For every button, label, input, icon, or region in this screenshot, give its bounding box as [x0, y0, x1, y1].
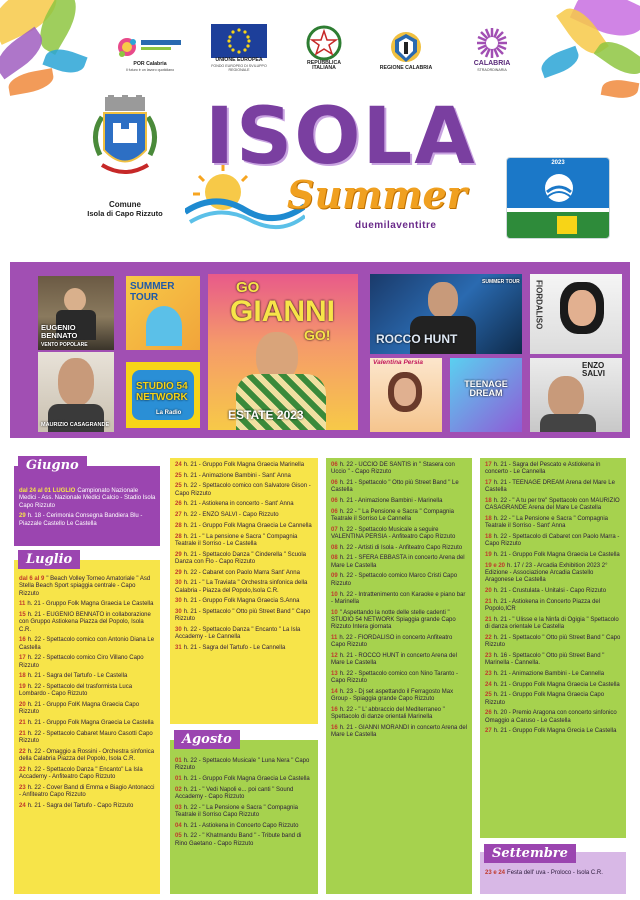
photo-gianni-morandi: GO GIANNI GO! ESTATE 2023 — [208, 274, 358, 430]
agosto-end-box — [480, 458, 626, 838]
event-item: 21 h. 22 - Spettacolo Cabaret Mauro Casotti Capo Rizzuto — [19, 730, 153, 745]
event-item: 14 h. 23 - Dj set aspettando il Ferragosto Max Group - Spiaggia grande Capo Rizzuto — [331, 688, 454, 703]
event-item: 19 e 20 h. 17 / 23 - Arcadia Exhibition 2023 2° Edizione - Associazione Arcadia Castello Aragonese Le Castella — [485, 562, 608, 584]
por-calabria-icon — [115, 32, 185, 62]
event-item: 10 h. 22 - Intrattenimento con Karaoke e piano bar - Marinella — [331, 591, 466, 605]
photo-eugenio-bennato: EUGENIO BENNATO VENTO POPOLARE — [38, 276, 114, 350]
event-item: 26 h. 21 - Astiokena in concerto - Sant' Anna — [175, 501, 294, 508]
event-item: 27 h. 22 - ENZO SALVI - Capo Rizzuto — [175, 512, 279, 519]
event-item: 20 h. 21 - Gruppo FolK Magna Graecia Capo Rizzuto — [19, 702, 140, 716]
event-item: 30 h. 22 - Spettacolo Danza " Encanto " La Isla Accademy - Le Cannella — [175, 627, 301, 641]
photo-maurizio-casagrande: MAURIZIO CASAGRANDE — [38, 352, 114, 432]
event-item: 24 h. 21 - Gruppo Folk Magna Graecia Le Castella — [485, 681, 620, 688]
event-item: 21 h. 21 - Gruppo Folk Magna Graecia Le Castella — [19, 720, 154, 727]
event-item: 06 h. 22 - " La Pensione e Sacra " Compagnia Teatrale il Sorriso Le Cannella — [331, 508, 455, 523]
event-item: 17 h. 21 - TEENAGE DREAM Arena del Mare Le Castella — [485, 480, 615, 494]
event-item: 29 h. 22 - Cabaret con Paolo Marra Sant' Anna — [175, 569, 300, 576]
blue-flag-award — [506, 157, 610, 239]
regione-shield-icon — [389, 30, 423, 66]
event-item: 06 h. 22 - UCCIO DE SANTIS in " Stasera con Uccio " - Capo Rizzuto — [331, 462, 455, 476]
event-item: 17 h. 21 - Sagra del Pescato e Astiokena in concerto - Le Cannella — [485, 462, 601, 476]
event-item: 18 h. 22 - Spettacolo di Cabaret con Paolo Marra - Capo Rizzuto — [485, 534, 620, 548]
event-item: dal 6 al 9 " Beach Volley Torneo Amatoriale " Asd Stella Beach Sport spiaggia centrale - Capo Rizzuto — [19, 576, 151, 597]
comune-label: Comune — [109, 200, 141, 209]
event-item: 23 h. 16 - Spettacolo " Otto più Street Band " Marinella - Cannella. — [485, 652, 605, 667]
event-item: 30 h. 21 - " La Traviata " Orchestra sinfonica della Calabria - Piazza del Popolo,Isola C.R. — [175, 580, 308, 594]
photo-enzo-salvi: ENZO SALVI — [530, 358, 622, 432]
title-summer: Summer — [287, 172, 467, 217]
emblem-icon — [306, 25, 342, 61]
event-item: 11 h. 21 - Gruppo Folk Magna Graecia Le Castella — [19, 601, 154, 608]
event-item: 18 h. 21 - Sagra del Tartufo - Le Castella — [19, 673, 128, 680]
event-item: 30 h. 21 - Gruppo Folk Magna Graecia S.Anna — [175, 598, 300, 605]
event-item: 31 h. 21 - Sagra del Tartufo - Le Cannella — [175, 645, 286, 652]
event-item: 23 e 24 Festa dell' uva - Proloco - Isola C.R. — [485, 870, 603, 876]
event-item: 24 h. 21 - Gruppo Folk Magna Graecia Marinella — [175, 462, 305, 468]
por-calabria-logo: POR Calabria Il futuro è un lavoro quotidiano — [115, 14, 185, 72]
event-item: 16 h. 22 - " L' abbraccio del Mediterraneo " Spettacolo di danze orientali Marinella — [331, 706, 445, 721]
event-item: 25 h. 21 - Gruppo Folk Magna Graecia Capo Rizzuto — [485, 692, 605, 706]
blue-flag-icon — [543, 172, 575, 204]
event-item: 18 h. 22 - " A tu per tre" Spettacolo con MAURIZIO CASAGRANDE Arena del Mare Le Castella — [485, 498, 620, 512]
title-isola: ISOLA — [205, 92, 477, 182]
event-item: 27 h. 21 - Gruppo Folk Magna Grecia Le Castella — [485, 728, 617, 735]
photo-valentina-persia: Valentina Persia — [370, 358, 442, 432]
event-item: 25 h. 21 - Animazione Bambini - Sant' Anna — [175, 472, 291, 479]
partner-logos — [115, 14, 535, 72]
comune-name: Isola di Capo Rizzuto — [87, 209, 163, 218]
event-item: 28 h. 21 - Gruppo Folk Magna Graecia Le Cannella — [175, 522, 312, 529]
blue-flag-year: 2023 — [551, 160, 565, 166]
event-item: 16 h. 22 - Spettacolo comico con Antonio Diana Le Castella — [19, 637, 155, 651]
event-item: 10 " Aspettando la notte delle stelle cadenti " STUDIO 54 NETWORK Spiaggia grande Capo Rizzuto Intera giornata — [331, 609, 456, 631]
repubblica-italiana-logo: REPUBBLICA ITALIANA — [295, 14, 353, 72]
agosto-box — [170, 740, 318, 894]
luglio-box — [14, 560, 160, 894]
comune-crest — [70, 95, 180, 218]
event-title — [185, 92, 477, 232]
event-item: 19 h. 21 - Gruppo Folk Magna Graecia Le Castella — [485, 552, 620, 559]
event-item: 04 h. 21 - Astiokena in Concerto Capo Rizzuto — [175, 822, 299, 829]
event-item: 23 h. 22 - Cover Band di Emma e Biagio Antonacci - Anfiteatro Capo Rizzuto — [19, 784, 155, 799]
month-settembre: Settembre — [484, 844, 576, 863]
photo-summer-tour: SUMMER TOUR — [126, 276, 200, 350]
event-item: 23 h. 21 - Animazione Bambini - Le Cannella — [485, 670, 605, 677]
unione-europea-logo: UNIONE EUROPEA FONDO EUROPEO DI SVILUPPO REGIONALE — [207, 14, 271, 72]
event-item: 15 h. 21 - EUGENIO BENNATO in collaborazione con Gruppo Astiokena Piazza del Popolo, Isola C.R. — [19, 612, 151, 633]
event-item: 06 h. 21 - Spettacolo " Otto più Street Band " Le Castella — [331, 480, 459, 494]
event-item: 21 h. 21 - Astiokena in Concerto Piazza del Popolo,ICR — [485, 598, 601, 613]
event-item: 21 h. 21 - " Ulisse e la Ninfa di Ogigia " Spettacolo di danza orientale Le Castella — [485, 616, 619, 631]
event-item: 05 h. 22 - " Khatmandu Band " - Tribute band di Rino Gaetano - Capo Rizzuto — [175, 833, 302, 847]
photo-rocco-hunt: ROCCO HUNT SUMMER TOUR — [370, 274, 522, 354]
event-item: 20 h. 21 - Crustulata - Unitalsi - Capo Rizzuto — [485, 588, 607, 595]
photo-teenage-dream: TEENAGE DREAM — [450, 358, 522, 432]
event-item: 19 h. 22 - Spettacolo del trasformista Luca Lombardo - Capo Rizzuto — [19, 684, 133, 698]
green-flag-icon — [557, 216, 577, 234]
event-item: 22 h. 22 - Omaggio a Rossini - Orchestra sinfonica della Calabria Piazza del Popolo, Isola C.R. — [19, 748, 155, 763]
agosto-continued-box — [326, 458, 472, 894]
event-item: 22 h. 22 - Spettacolo Danza " Encanto" La Isla Accademy - Anfiteatro Capo Rizzuto — [19, 766, 143, 781]
event-item: 18 h. 22 - " La Pensione e Sacra " Compagnia Teatrale il Sorriso - Sant' Anna — [485, 516, 609, 530]
event-item: 30 h. 21 - Spettacolo " Otto più Street Band " Capo Rizzuto — [175, 608, 311, 623]
regione-calabria-logo: REGIONE CALABRIA — [377, 14, 435, 72]
event-item: 03 h. 22 - " La Pensione e Sacra " Compagnia Teatrale il Sorriso Capo Rizzuto — [175, 804, 299, 819]
event-item: 06 h. 21 - Animazione Bambini - Marinella — [331, 498, 443, 505]
event-item: dal 24 al 01 LUGLIO Campionato Nazionale Medici - Ass. Nazionale Medici Calcio - Stadio Isola Capo Rizzuto — [19, 488, 156, 509]
event-item: 12 h. 21 - ROCCO HUNT in concerto Arena del Mare Le Castella — [331, 652, 457, 667]
event-item: 22 h. 21 - Spettacolo " Otto più Street Band " Capo Rizzuto — [485, 634, 621, 649]
artist-photo-band — [10, 262, 630, 438]
event-item: 01 h. 21 - Gruppo Folk Magna Graecia Le Castella — [175, 776, 310, 783]
event-item: 11 h. 22 - FIORDALISO in concerto Anfiteatro Capo Rizzuto — [331, 634, 453, 649]
calabria-straordinaria-logo: CALABRIA STRAORDINARIA — [457, 14, 527, 72]
event-item: 09 h. 22 - Spettacolo comico Marco Cristi Capo Rizzuto — [331, 573, 458, 587]
event-item: 16 h. 21 - GIANNI MORANDI in concerto Arena del Mare Le Castella — [331, 724, 468, 739]
event-item: 13 h. 22 - Spettacolo comico con Nino Taranto - Capo Rizzuto — [331, 670, 458, 685]
title-year: duemilaventitre — [355, 220, 437, 231]
event-item: 29 h. 18 - Cerimonia Consegna Bandiera Blu - Piazzale Castello Le Castella — [19, 513, 143, 527]
photo-fiordaliso: FIORDALISO — [530, 274, 622, 354]
event-item: 17 h. 22 - Spettacolo comico Ciro Villano Capo Rizzuto — [19, 655, 144, 669]
event-item: 29 h. 21 - Spettacolo Danza " Cinderella " Scuola Danza con Flo - Capo Rizzuto — [175, 551, 307, 565]
photo-studio54-network: STUDIO 54 NETWORK La Radio — [126, 362, 200, 428]
event-item: 08 h. 21 - SFERA EBBASTA in concerto Arena del Mare Le Castella — [331, 555, 465, 569]
event-item: 24 h. 21 - Sagra del Tartufo - Capo Rizzuto — [19, 802, 134, 809]
event-item: 25 h. 22 - Spettacolo comico con Salvatore Gison - Capo Rizzuto — [175, 483, 311, 497]
month-giugno: Giugno — [18, 456, 87, 475]
eu-flag-icon — [211, 24, 267, 58]
month-agosto: Agosto — [174, 730, 240, 749]
luglio-continued-box — [170, 458, 318, 724]
month-luglio: Luglio — [18, 550, 80, 569]
giugno-box — [14, 466, 160, 546]
event-item: 07 h. 22 - Spettacolo Musicale a seguire VALENTINA PERSIA - Anfiteatro Capo Rizzuto — [331, 526, 456, 541]
sunburst-icon — [475, 26, 509, 60]
event-item: 02 h. 21 - " Vedi Napoli e... poi canti " Sound Accademy - Capo Rizzuto — [175, 786, 294, 801]
event-item: 26 h. 20 - Premio Aragona con concerto sinfonico Omaggio a Caruso - Le Castella — [485, 710, 617, 724]
event-item: 08 h. 22 - Artisti di Isola - Anfiteatro Capo Rizzuto — [331, 544, 463, 551]
coat-of-arms-icon — [80, 95, 170, 195]
event-item: 01 h. 22 - Spettacolo Musicale " Luna Nera " Capo Rizzuto — [175, 758, 310, 772]
event-item: 28 h. 21 - " La pensione e Sacra " Compagnia Teatrale il Sorriso - Le Castella — [175, 533, 298, 547]
